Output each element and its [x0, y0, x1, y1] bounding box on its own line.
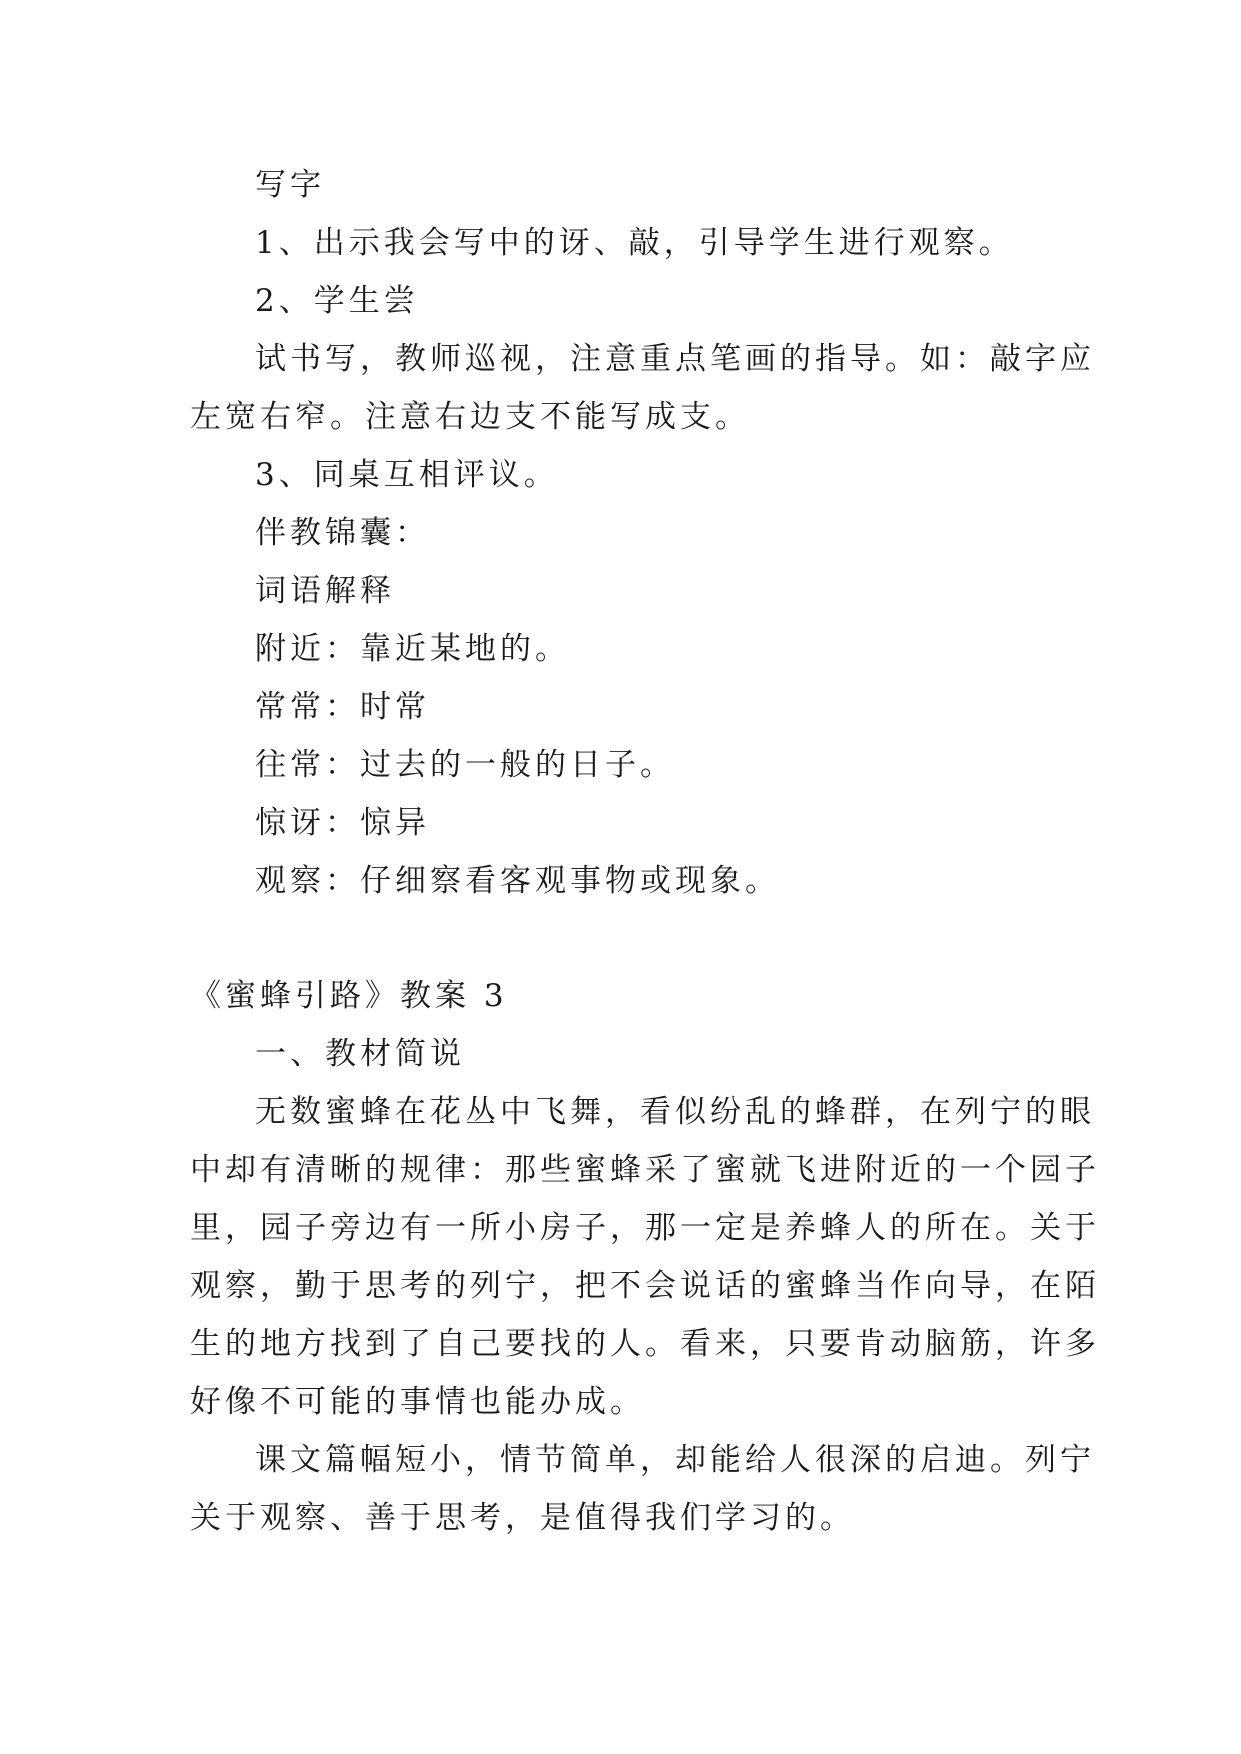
- paragraph-line: 无数蜜蜂在花丛中飞舞，看似纷乱的蜂群，在列宁的眼: [255, 1094, 1095, 1130]
- step-2-line-1: 试书写，教师巡视，注意重点笔画的指导。如：敲字应: [255, 341, 1095, 377]
- paragraph-line: 里，园子旁边有一所小房子，那一定是养蜂人的所在。关于: [190, 1210, 1100, 1246]
- glossary-item: 往常：过去的一般的日子。: [255, 747, 675, 783]
- step-2-line-2: 左宽右窄。注意右边支不能写成支。: [190, 399, 750, 435]
- glossary-item: 常常：时常: [255, 689, 430, 725]
- section-heading-writing: 写字: [255, 167, 325, 203]
- paragraph-line: 观察，勤于思考的列宁，把不会说话的蜜蜂当作向导，在陌: [190, 1268, 1100, 1304]
- step-1: 1、出示我会写中的讶、敲，引导学生进行观察。: [255, 225, 1014, 261]
- glossary-item: 附近：靠近某地的。: [255, 631, 570, 667]
- paragraph-line: 好像不可能的事情也能办成。: [190, 1384, 645, 1420]
- step-3: 3、同桌互相评议。: [255, 457, 559, 493]
- tips-heading: 伴教锦囊：: [255, 515, 430, 551]
- paragraph-line: 生的地方找到了自己要找的人。看来，只要肯动脑筋，许多: [190, 1326, 1100, 1362]
- glossary-item: 观察：仔细察看客观事物或现象。: [255, 863, 780, 899]
- glossary-item: 惊讶：惊异: [255, 805, 430, 841]
- lesson-title: 《蜜蜂引路》教案 3: [190, 978, 508, 1014]
- paragraph-line: 课文篇幅短小，情节简单，却能给人很深的启迪。列宁: [255, 1442, 1095, 1478]
- glossary-heading: 词语解释: [255, 573, 395, 609]
- paragraph-line: 关于观察、善于思考，是值得我们学习的。: [190, 1500, 855, 1536]
- step-2-start: 2、学生尝: [255, 283, 419, 319]
- subheading-textbook-overview: 一、教材简说: [255, 1036, 465, 1072]
- paragraph-line: 中却有清晰的规律：那些蜜蜂采了蜜就飞进附近的一个园子: [190, 1152, 1100, 1188]
